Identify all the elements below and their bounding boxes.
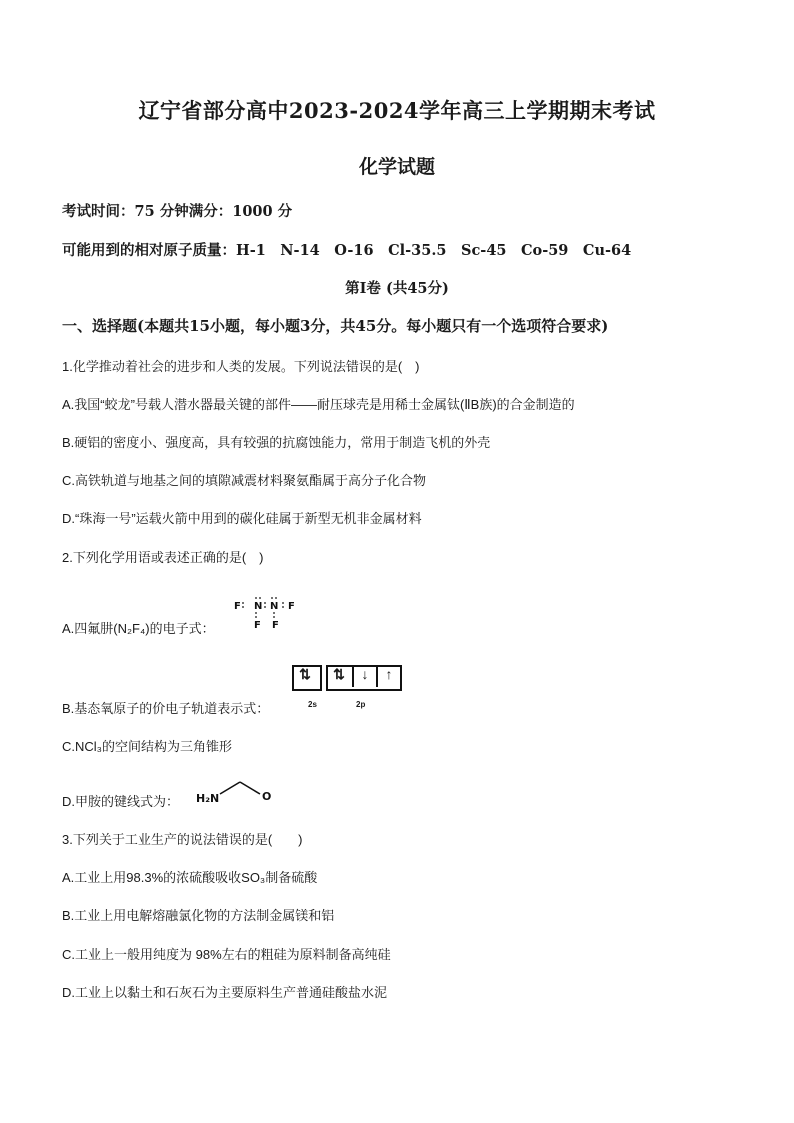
methylamine-bond-line-structure bbox=[190, 768, 290, 808]
q3-option-a: A.工业上用98.3%的浓硫酸吸收SO₃制备硫酸 bbox=[62, 870, 318, 885]
q1-option-c: C.高铁轨道与地基之间的填隙减震材料聚氨酯属于高分子化合物 bbox=[62, 473, 427, 488]
section-heading: 一、选择题(本题共15小题，每小题3分，共45分。每小题只有一个选项符合要求) bbox=[62, 317, 609, 335]
q3-option-c: C.工业上一般用纯度为 98%左右的粗硅为原料制备高纯硅 bbox=[62, 947, 391, 962]
q1-stem: 1.化学推动着社会的进步和人类的发展。下列说法错误的是( ) bbox=[62, 359, 420, 374]
amine-group-label: H₂N bbox=[196, 792, 220, 805]
volume-heading: 第Ⅰ卷 (共45分) bbox=[345, 280, 449, 297]
exam-time-score: 考试时间：75 分钟满分：1000 分 bbox=[62, 203, 293, 220]
svg-text:F: F bbox=[254, 620, 261, 631]
q2-option-d: D.甲胺的键线式为： bbox=[62, 794, 180, 809]
q3-option-b: B.工业上用电解熔融氯化物的方法制金属镁和铝 bbox=[62, 908, 335, 923]
q2-option-b: B.基态氧原子的价电子轨道表示式： bbox=[62, 701, 270, 716]
svg-text:N: N bbox=[254, 601, 263, 612]
svg-text:F: F bbox=[288, 601, 295, 612]
atomic-masses: 可能用到的相对原子质量：H-1 N-14 O-16 Cl-35.5 Sc-45 Co-59 Cu-64 bbox=[62, 242, 632, 259]
q1-option-b: B.硬铝的密度小、强度高，具有较强的抗腐蚀能力，常用于制造飞机的外壳 bbox=[62, 435, 491, 450]
orbital-label-2s: 2s bbox=[308, 700, 317, 709]
n2f4-electron-dot-structure bbox=[232, 595, 312, 631]
q1-option-d: D.“珠海一号”运载火箭中用到的碳化硅属于新型无机非金属材料 bbox=[62, 511, 422, 526]
svg-text:F: F bbox=[272, 620, 279, 631]
q3-option-d: D.工业上以黏土和石灰石为主要原料生产普通硅酸盐水泥 bbox=[62, 985, 388, 1000]
svg-text:N: N bbox=[270, 601, 279, 612]
orbital-label-2p: 2p bbox=[356, 700, 366, 709]
q1-option-a: A.我国“蛟龙”号载人潜水器最关键的部件——耐压球壳是用稀士金属钛(ⅡB族)的合金制造的 bbox=[62, 397, 575, 412]
exam-title: 辽宁省部分高中2023-2024学年高三上学期期末考试 bbox=[138, 98, 656, 123]
q2-option-c: C.NCl₃的空间结构为三角锥形 bbox=[62, 739, 232, 754]
q3-stem: 3.下列关于工业生产的说法错误的是( ) bbox=[62, 832, 303, 847]
exam-subtitle: 化学试题 bbox=[358, 156, 435, 178]
carbonyl-oxygen-label: O bbox=[262, 790, 272, 803]
q2-option-a: A.四氟肼(N₂F₄)的电子式： bbox=[62, 621, 215, 636]
q2-stem: 2.下列化学用语或表述正确的是( ) bbox=[62, 550, 264, 565]
svg-text:F: F bbox=[234, 601, 241, 612]
